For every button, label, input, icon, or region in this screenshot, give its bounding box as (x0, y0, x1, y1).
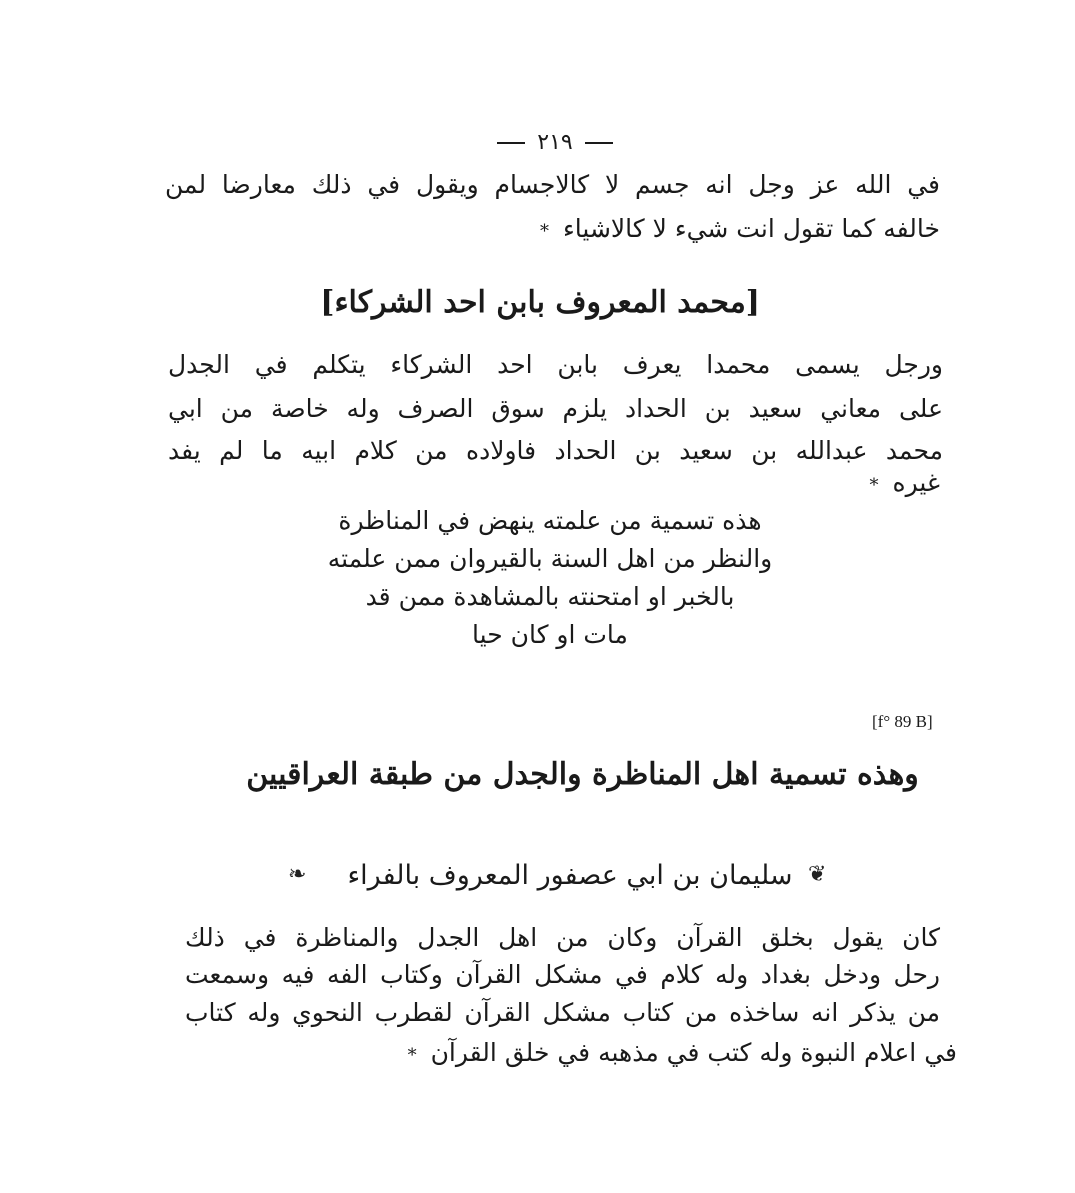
ibn-ahad-line-4-text: غيره (892, 468, 940, 497)
ornament-right-icon: ❦ (808, 862, 827, 887)
section-heading: وهذه تسمية اهل المناظرة والجدل من طبقة العراقيين (246, 757, 919, 792)
note-line-4: مات او كان حيا (472, 620, 628, 649)
ibn-ahad-line-1: ورجل يسمى محمدا يعرف بابن احد الشركاء يتكلم في الجدل (168, 350, 943, 379)
folio-marker: [f° 89 B] (872, 712, 933, 731)
note-line-3: بالخبر او امتحنته بالمشاهدة ممن قد (365, 582, 735, 611)
dash-left (497, 142, 525, 144)
end-mark-star: * (869, 475, 879, 496)
dash-right (585, 142, 613, 144)
sulayman-line-1: كان يقول بخلق القرآن وكان من اهل الجدل والمناظرة في ذلك (185, 923, 940, 952)
sulayman-line-4-text: في اعلام النبوة وله كتب في مذهبه في خلق القرآن (430, 1038, 957, 1067)
intro-line-1: في الله عز وجل انه جسم لا كالاجسام ويقول في ذلك معارضا لمن (165, 170, 940, 199)
sulayman-line-3: من يذكر انه ساخذه من كتاب مشكل القرآن لقطرب النحوي وله كتاب (185, 998, 940, 1027)
end-mark-star: * (540, 221, 550, 242)
page-number-value: ٢١٩ (537, 130, 573, 155)
ibn-ahad-line-2: على معاني سعيد بن الحداد يلزم سوق الصرف وله خاصة من ابي (168, 394, 943, 423)
entry-heading-ibn-ahad: [محمد المعروف بابن احد الشركاء] (320, 285, 760, 320)
ibn-ahad-line-3: محمد عبدالله بن سعيد بن الحداد فاولاده من كلام ابيه ما لم يفد (168, 436, 943, 465)
sulayman-line-4 (408, 1040, 957, 1065)
intro-line-2-text: خالفه كما تقول انت شيء لا كالاشياء (563, 214, 940, 243)
intro-line-2 (540, 216, 940, 241)
note-line-1: هذه تسمية من علمته ينهض في المناظرة (338, 506, 762, 535)
ornament-left-icon: ❧ (288, 862, 307, 887)
ibn-ahad-line-4 (869, 470, 940, 495)
end-mark-star: * (407, 1045, 417, 1066)
note-line-2: والنظر من اهل السنة بالقيروان ممن علمته (327, 544, 773, 573)
page-number (480, 130, 630, 155)
entry-heading-sulayman: سليمان بن ابي عصفور المعروف بالفراء (347, 860, 793, 891)
sulayman-line-2: رحل ودخل بغداد وله كلام في مشكل القرآن وكتاب الفه فيه وسمعت (185, 960, 940, 989)
